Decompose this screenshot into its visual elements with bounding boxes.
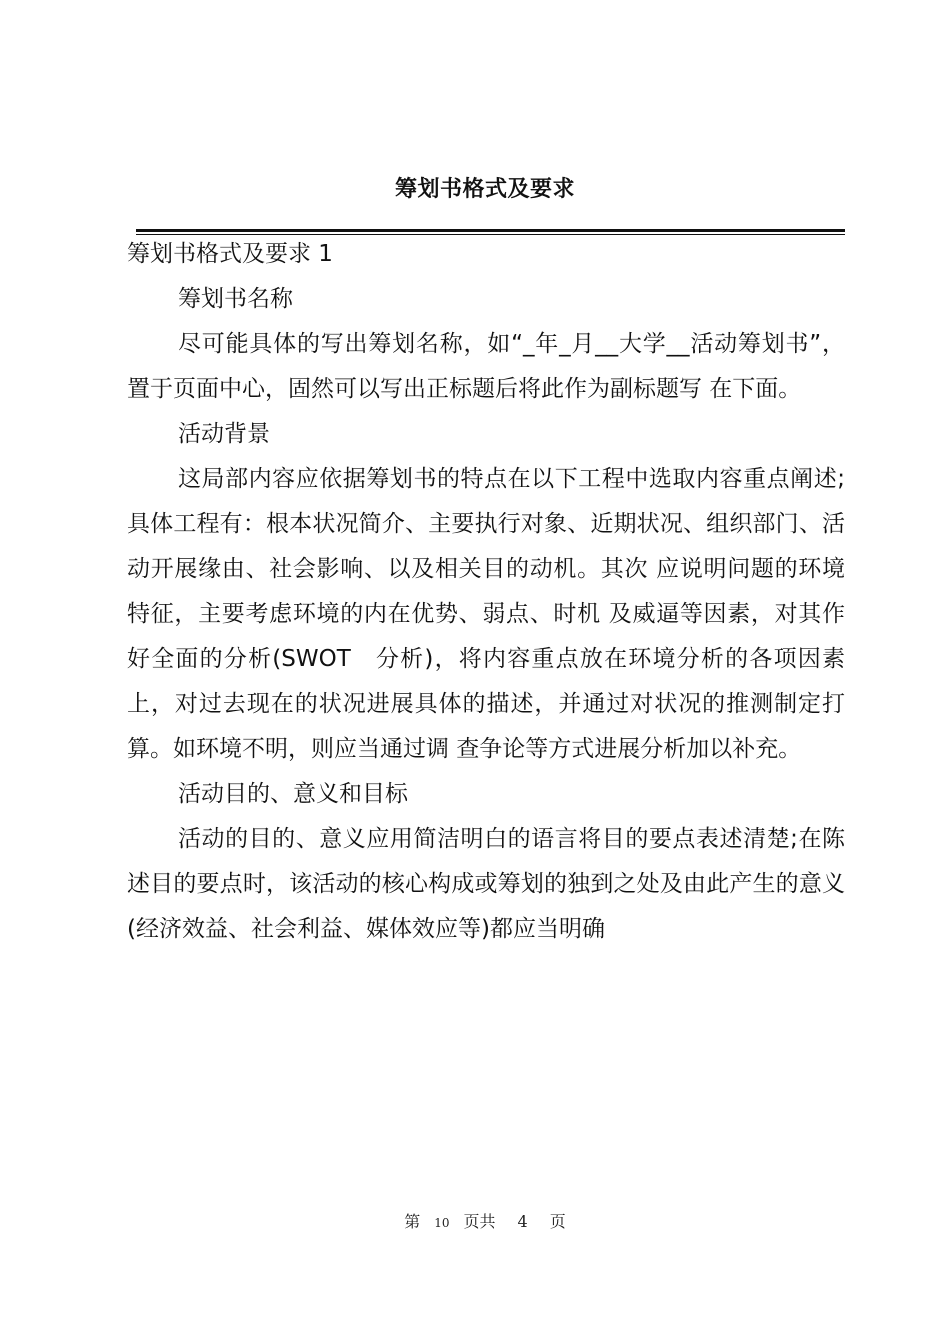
paragraph: 活动背景 (178, 421, 270, 447)
section-heading: 筹划书格式及要求 1 (127, 241, 333, 267)
paragraph: 尽可能具体的写出筹划名称，如“_年_月__大学__活动筹划书”，置于页面中心，固然可以写出正标题后将此作为副标题写 在下面。 (127, 331, 845, 402)
paragraph: 活动目的、意义和目标 (178, 781, 408, 807)
footer-label: 页 (549, 1212, 566, 1231)
page-number: 10 (434, 1216, 450, 1230)
paragraph: 活动的目的、意义应用简洁明白的语言将目的要点表述清楚;在陈述目的要点时，该活动的核心构成或筹划的独到之处及由此产生的意义(经济效益、社会利益、媒体效应等)都应当明确 (127, 826, 845, 942)
paragraph-part: 分析)，将内容重点放在环境分析的各项因素上，对过去现在的状况进展具体的描述，并通过对状况的推测制定打算。如环境不明，则应当通过调 查争论等方式进展分析加以补充。 (127, 646, 845, 762)
footer-label: 页共 (463, 1212, 496, 1231)
total-pages: 4 (517, 1212, 528, 1231)
paragraph: 筹划书名称 (178, 286, 293, 312)
paragraph-part: 这局部内容应依据筹划书的特点在以下工程中选取内容重点阐述;具体工程有：根本状况简介、主要执行对象、近期状况、组织部门、活动开展缘由、社会影响、以及相关目的动机。其次 应说明问题的环境特征，主要考虑环境的内在优势、弱点、时机 及威逼等因素，对其作好全面的分析(SWOT (127, 466, 845, 672)
page-title: 筹划书格式及要求 (394, 176, 575, 202)
footer-label: 第 (404, 1212, 421, 1231)
paragraph (127, 457, 845, 772)
page-footer (0, 1210, 950, 1235)
document-body (127, 232, 845, 952)
